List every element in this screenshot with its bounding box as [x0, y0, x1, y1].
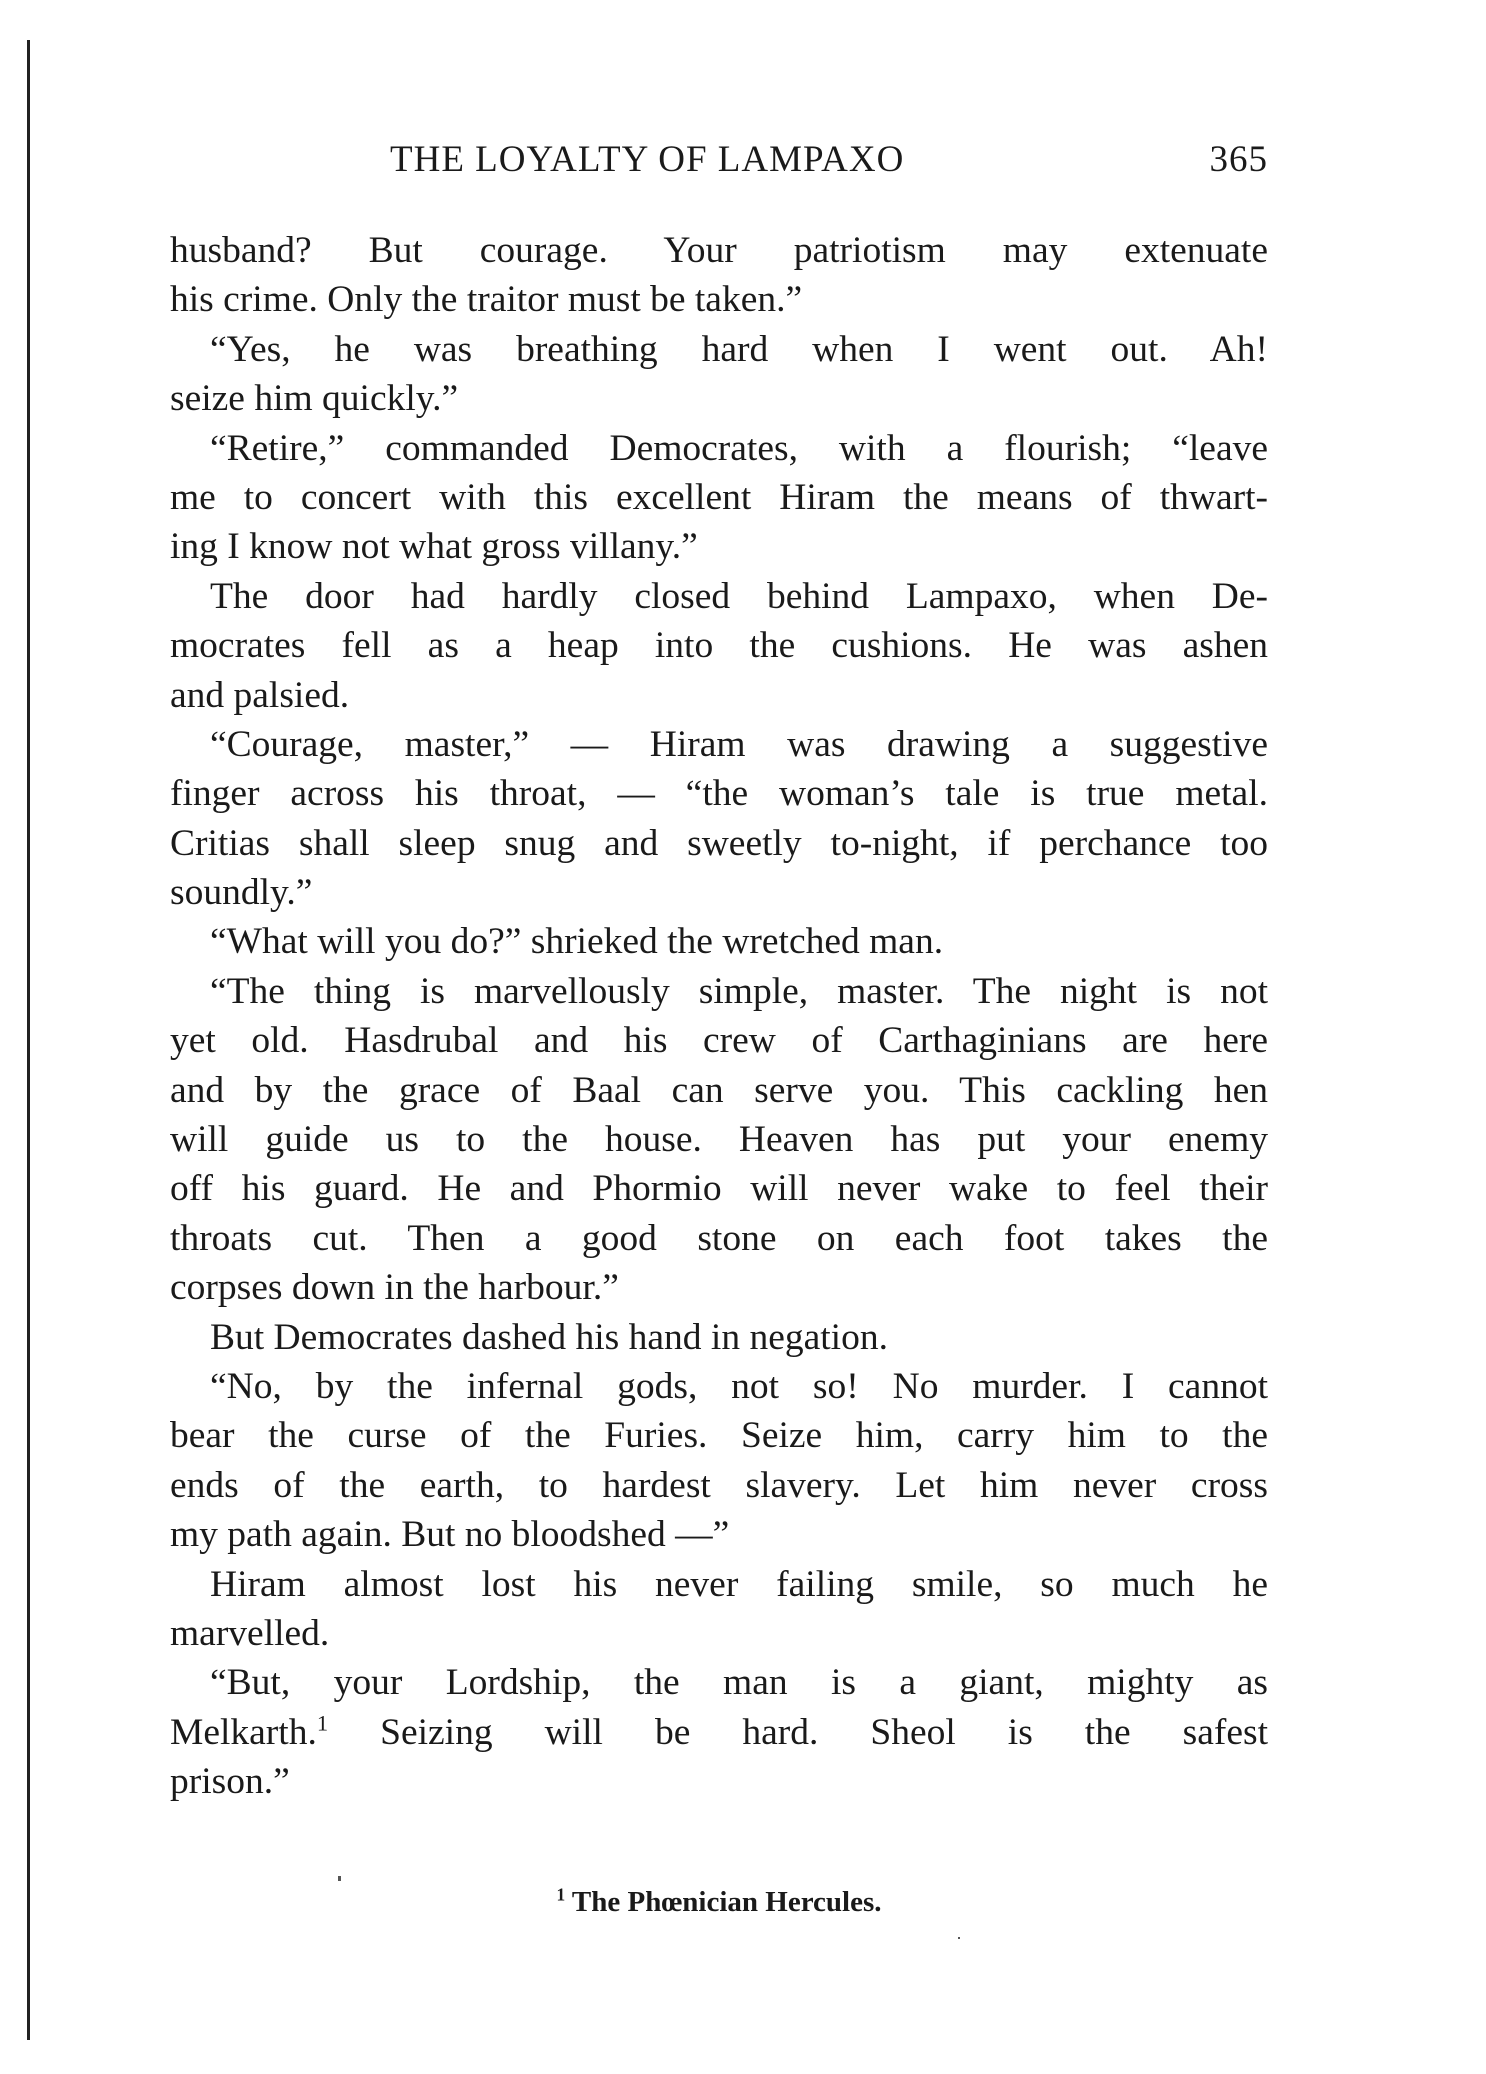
text-line: Critias shall sleep snug and sweetly to-night, if perchance too	[170, 822, 1268, 864]
text-line: finger across his throat, — “the woman’s tale is true metal.	[170, 773, 1268, 815]
page-edge-rule	[27, 40, 30, 2040]
text-line: and by the grace of Baal can serve you. This cackling hen	[170, 1069, 1268, 1111]
running-header	[170, 138, 1268, 188]
text-line: throats cut. Then a good stone on each foot takes the	[170, 1217, 1268, 1259]
text-line: “No, by the infernal gods, not so! No murder. I cannot	[210, 1365, 1268, 1407]
text-line: “Retire,” commanded Democrates, with a flourish; “leave	[210, 427, 1268, 469]
print-speck	[958, 1937, 960, 1939]
text-fragment: Seizing will be hard. Sheol is the safest	[380, 1711, 1268, 1753]
page-number: 365	[1209, 139, 1268, 180]
text-line: “Yes, he was breathing hard when I went out. Ah!	[210, 328, 1268, 370]
text-line: seize him quickly.”	[170, 378, 459, 420]
text-line: ends of the earth, to hardest slavery. Let him never cross	[170, 1464, 1268, 1506]
text-line: “What will you do?” shrieked the wretched man.	[210, 921, 944, 963]
text-line: will guide us to the house. Heaven has put your enemy	[170, 1119, 1268, 1161]
text-line: marvelled.	[170, 1612, 330, 1654]
text-line: yet old. Hasdrubal and his crew of Carthaginians are here	[170, 1020, 1268, 1062]
text-line: soundly.”	[170, 872, 313, 914]
text-line: “But, your Lordship, the man is a giant, mighty as	[210, 1662, 1268, 1704]
text-line: “The thing is marvellously simple, master. The night is not	[210, 970, 1268, 1012]
text-line: husband? But courage. Your patriotism may extenuate	[170, 230, 1268, 271]
text-line: off his guard. He and Phormio will never wake to feel their	[170, 1168, 1268, 1210]
footnote-reference: 1	[316, 1710, 329, 1736]
text-line: But Democrates dashed his hand in negation.	[210, 1316, 888, 1358]
text-line: prison.”	[170, 1761, 290, 1803]
text-line: my path again. But no bloodshed —”	[170, 1514, 730, 1556]
body-text	[170, 226, 1268, 1807]
text-line: me to concert with this excellent Hiram the means of thwart-	[170, 476, 1268, 518]
text-line: and palsied.	[170, 674, 350, 716]
text-line: “Courage, master,” — Hiram was drawing a suggestive	[210, 723, 1268, 765]
text-line: The door had hardly closed behind Lampaxo, when De-	[210, 575, 1268, 617]
text-line: his crime. Only the traitor must be taken.”	[170, 279, 803, 321]
footnote-text: The Phœnician Hercules.	[571, 1886, 882, 1918]
print-speck	[338, 1876, 341, 1881]
running-title: THE LOYALTY OF LAMPAXO	[390, 139, 905, 180]
text-line: Hiram almost lost his never failing smile, so much he	[210, 1563, 1268, 1605]
text-line: mocrates fell as a heap into the cushions. He was ashen	[170, 625, 1268, 667]
text-line: bear the curse of the Furies. Seize him, carry him to the	[170, 1415, 1268, 1457]
text-line-with-footnote-ref	[170, 1708, 1268, 1757]
text-fragment: Melkarth.	[170, 1711, 317, 1753]
footnote	[170, 1886, 1268, 1919]
footnote-marker: 1	[556, 1884, 566, 1905]
text-line: ing I know not what gross villany.”	[170, 526, 698, 568]
text-line: corpses down in the harbour.”	[170, 1267, 619, 1309]
